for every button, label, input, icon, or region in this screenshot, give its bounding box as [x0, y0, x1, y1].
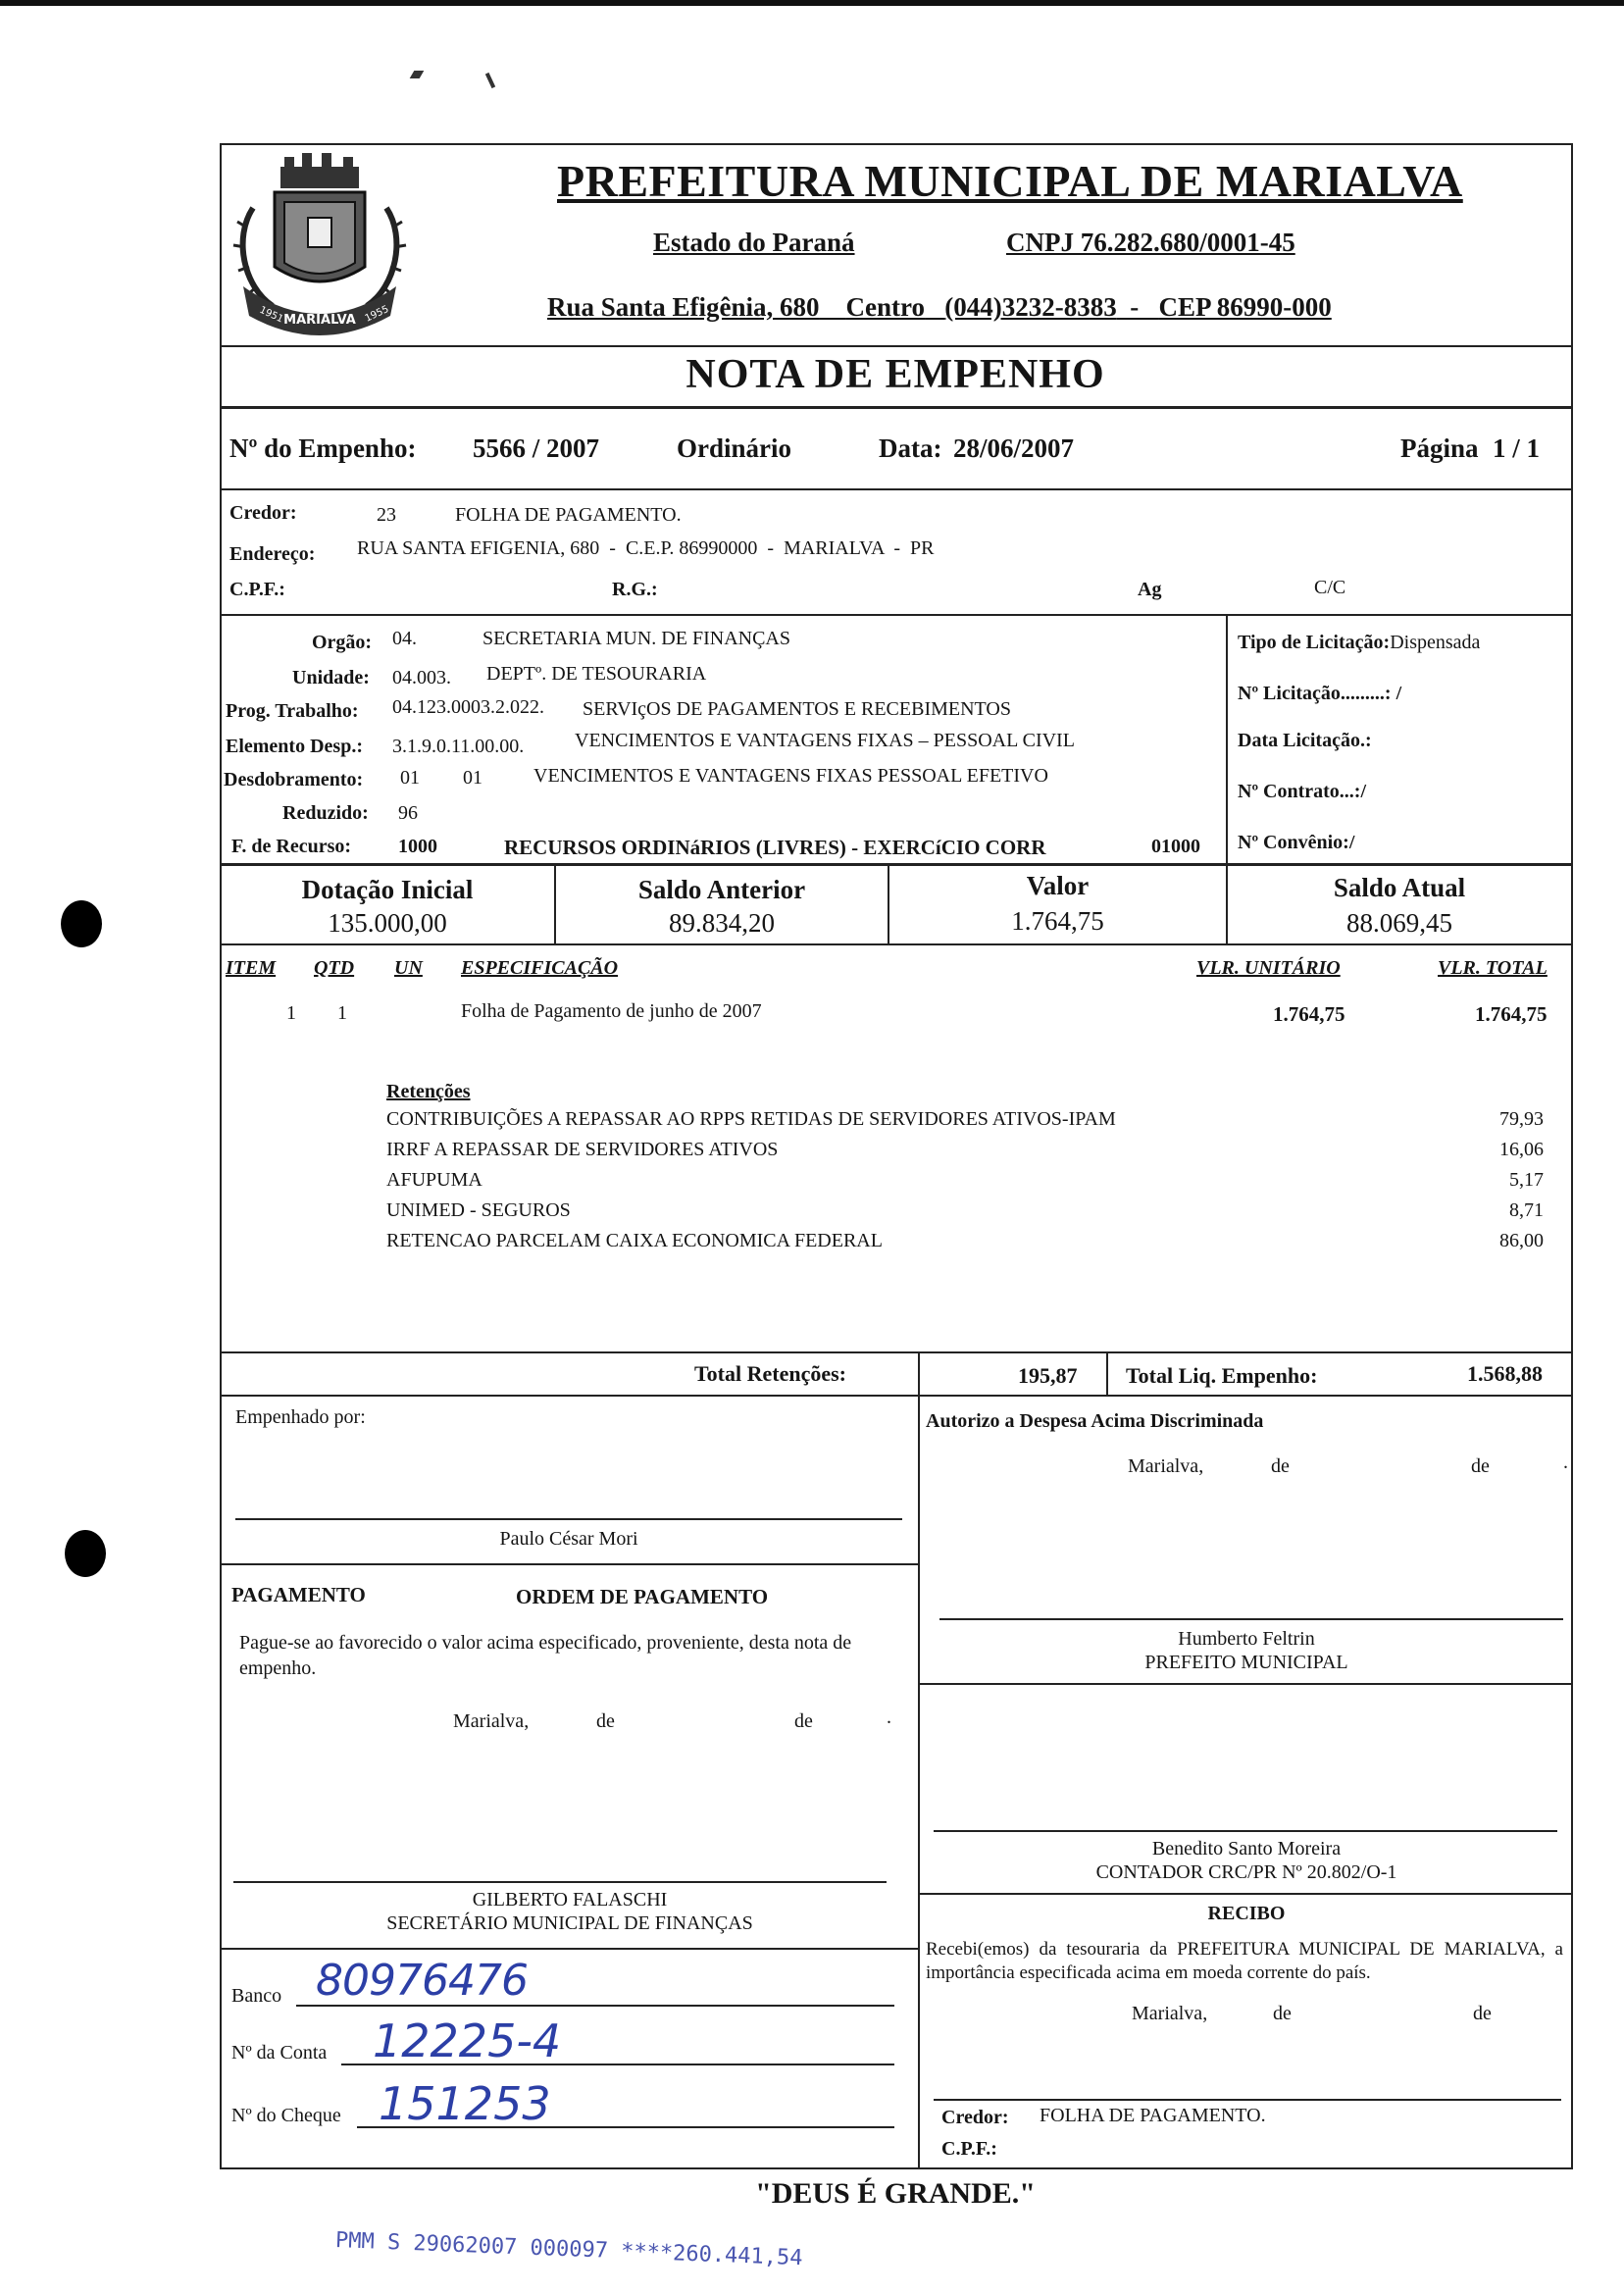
licitacao-data: Data Licitação.:: [1238, 730, 1372, 751]
recibo-city: Marialva,: [1132, 2003, 1208, 2024]
item-total-value: 1.764,75: [1475, 1002, 1548, 1026]
unidade-code: 04.003.: [392, 667, 451, 688]
saldo-anterior-value: 89.834,20: [669, 908, 775, 938]
retencao-value: 16,06: [1499, 1139, 1544, 1160]
valor-value: 1.764,75: [1011, 906, 1104, 936]
col-header-qtd: QTD: [314, 957, 355, 979]
motto: "DEUS É GRANDE.": [755, 2177, 1036, 2210]
elemento-desp-code: 3.1.9.0.11.00.00.: [392, 736, 525, 757]
document-title: NOTA DE EMPENHO: [685, 352, 1105, 397]
divider: [918, 1683, 1573, 1685]
phone: (044)3232-8383: [944, 292, 1117, 322]
item-qty: 1: [337, 1002, 347, 1024]
fonte-recurso-label: F. de Recurso:: [231, 836, 352, 857]
recibo-cpf-label: C.P.F.:: [941, 2138, 997, 2160]
divider: [220, 1395, 1573, 1397]
recibo-credor-label: Credor:: [941, 2107, 1009, 2128]
licitacao-tipo-value: Dispensada: [1390, 632, 1481, 653]
reduzido-value: 96: [398, 802, 418, 824]
vertical-divider: [918, 1351, 920, 1397]
reduzido-label: Reduzido:: [282, 802, 369, 824]
ordem-pagamento-label: ORDEM DE PAGAMENTO: [516, 1585, 769, 1608]
divider: [220, 1351, 1573, 1353]
pagamento-date-de-1: de: [596, 1710, 615, 1732]
signature-line: [934, 2099, 1561, 2101]
divider: [220, 406, 1573, 409]
municipal-seal: [224, 149, 416, 341]
col-header-unit-value: VLR. UNITÁRIO: [1196, 957, 1341, 979]
divider: [220, 345, 1573, 347]
licitacao-tipo: [1238, 632, 1480, 654]
signature-line: [934, 1830, 1557, 1832]
retencao-desc: RETENCAO PARCELAM CAIXA ECONOMICA FEDERAL: [386, 1230, 883, 1251]
item-unit-value: 1.764,75: [1273, 1002, 1345, 1026]
seal-graphic: [224, 149, 416, 341]
pagamento-text: Pague-se ao favorecido o valor acima especificado, proveniente, desta nota de empenho.: [239, 1632, 852, 1679]
retencoes-title: Retenções: [386, 1081, 471, 1102]
retencao-desc: AFUPUMA: [386, 1169, 482, 1191]
signature-line: [233, 1881, 887, 1883]
cep: CEP 86990-000: [1158, 292, 1332, 322]
authentication-stamp: PMM S 29062007 000097 ****260.441,54: [334, 2228, 803, 2271]
credor-name: FOLHA DE PAGAMENTO.: [455, 504, 682, 526]
prefeito-role: PREFEITO MUNICIPAL: [1144, 1652, 1348, 1673]
signature-line: [235, 1518, 902, 1520]
empenho-date: 28/06/2007: [953, 433, 1075, 463]
street-address: Rua Santa Efigênia, 680: [547, 292, 820, 322]
recibo-credor-name: FOLHA DE PAGAMENTO.: [1040, 2105, 1266, 2126]
contador-name: Benedito Santo Moreira: [1151, 1838, 1342, 1860]
divider: [220, 1948, 920, 1950]
item-number: 1: [286, 1002, 296, 1024]
autorizo-date-de-1: de: [1271, 1455, 1290, 1477]
retencao-row: [386, 1165, 1544, 1196]
signature-line: [939, 1618, 1563, 1620]
saldo-anterior-label: Saldo Anterior: [637, 875, 806, 904]
divider: [220, 614, 1573, 616]
saldo-atual-label: Saldo Atual: [1333, 873, 1466, 902]
credor-rg-label: R.G.:: [612, 579, 658, 600]
retencao-value: 5,17: [1509, 1169, 1544, 1191]
autorizo-date-de-2: de: [1471, 1455, 1490, 1477]
credor-address-label: Endereço:: [229, 543, 316, 565]
unidade-name: DEPTº. DE TESOURARIA: [486, 663, 707, 685]
municipality-title: PREFEITURA MUNICIPAL DE MARIALVA: [557, 156, 1463, 206]
divider: [220, 863, 1573, 866]
punch-hole: [65, 1530, 106, 1577]
orgao-label: Orgão:: [312, 632, 373, 653]
secretario-name: GILBERTO FALASCHI: [472, 1889, 668, 1911]
divider: [220, 488, 1573, 490]
retencao-value: 79,93: [1499, 1108, 1544, 1130]
conta-label: Nº da Conta: [231, 2042, 328, 2064]
address-line: Rua Santa Efigênia, 680 Centro (044)3232-8383 - CEP 86990-000: [547, 292, 1332, 322]
dotacao-inicial-label: Dotação Inicial: [301, 875, 474, 904]
seal-year-right: 1955: [363, 303, 391, 325]
divider: [918, 1893, 1573, 1895]
licitacao-tipo-label: Tipo de Licitação:: [1238, 632, 1391, 653]
retencoes-list: [386, 1104, 1544, 1256]
pagamento-city: Marialva,: [453, 1710, 530, 1732]
prog-trabalho-name: SERVIçOS DE PAGAMENTOS E RECEBIMENTOS: [583, 698, 1011, 720]
convenio-numero: Nº Convênio:/: [1238, 832, 1355, 853]
saldo-atual-value: 88.069,45: [1346, 908, 1452, 938]
total-retencoes-value: 195,87: [1018, 1363, 1078, 1388]
cnpj: CNPJ 76.282.680/0001-45: [1006, 228, 1295, 257]
col-header-total-value: VLR. TOTAL: [1438, 957, 1548, 979]
orgao-name: SECRETARIA MUN. DE FINANÇAS: [482, 628, 790, 649]
vertical-divider: [918, 1395, 920, 2169]
vertical-divider: [1106, 1351, 1108, 1397]
pagamento-date-end: .: [887, 1707, 891, 1728]
recibo-date-de-1: de: [1273, 2003, 1292, 2024]
retencao-desc: IRRF A REPASSAR DE SERVIDORES ATIVOS: [386, 1139, 779, 1160]
retencao-row: [386, 1104, 1544, 1135]
punch-hole: [61, 900, 102, 947]
retencao-row: [386, 1196, 1544, 1226]
fonte-recurso-code: 1000: [398, 836, 437, 857]
state-name: Estado do Paraná: [653, 228, 855, 257]
empenho-type: Ordinário: [677, 433, 792, 463]
scan-mark: [410, 71, 425, 78]
retencao-row: [386, 1135, 1544, 1165]
seal-ribbon-text: MARIALVA: [283, 313, 356, 328]
col-header-item: ITEM: [226, 957, 277, 979]
retencao-desc: UNIMED - SEGUROS: [386, 1199, 571, 1221]
banco-handwritten-value: 80976476: [316, 1956, 528, 2006]
empenhado-por-label: Empenhado por:: [235, 1406, 366, 1428]
desdobramento-name: VENCIMENTOS E VANTAGENS FIXAS PESSOAL EFETIVO: [533, 765, 1048, 787]
total-liquido-value: 1.568,88: [1467, 1361, 1543, 1386]
scan-mark: [485, 73, 495, 88]
cheque-label: Nº do Cheque: [231, 2105, 341, 2126]
conta-handwritten-value: 12225-4: [373, 2014, 562, 2067]
desdobramento-code-1: 01: [400, 767, 420, 789]
banco-label: Banco: [231, 1985, 282, 2007]
contador-role: CONTADOR CRC/PR Nº 20.802/O-1: [1095, 1861, 1397, 1883]
desdobramento-code-2: 01: [463, 767, 482, 789]
autorizo-label: Autorizo a Despesa Acima Discriminada: [926, 1410, 1264, 1432]
scan-top-edge: [0, 0, 1624, 6]
credor-cc-label: C/C: [1314, 577, 1346, 598]
credor-code: 23: [377, 504, 396, 526]
recibo-text: Recebi(emos) da tesouraria da PREFEITURA MUNICIPAL DE MARIALVA, a importância especificada acima em moeda corrente do país.: [926, 1939, 1563, 1983]
pagamento-date-de-2: de: [794, 1710, 813, 1732]
elemento-desp-name: VENCIMENTOS E VANTAGENS FIXAS – PESSOAL CIVIL: [575, 730, 1075, 751]
dotacao-inicial-value: 135.000,00: [328, 908, 447, 938]
divider: [220, 943, 1573, 945]
unidade-label: Unidade:: [292, 667, 370, 688]
retencao-desc: CONTRIBUIÇÕES A REPASSAR AO RPPS RETIDAS DE SERVIDORES ATIVOS-IPAM: [386, 1108, 1116, 1130]
fonte-recurso-code-2: 01000: [1151, 836, 1200, 857]
total-liquido-label: Total Liq. Empenho:: [1126, 1363, 1318, 1388]
seal-year-left: 1951: [257, 304, 285, 326]
recibo-date-de-2: de: [1473, 2003, 1492, 2024]
licitacao-numero: Nº Licitação.........: /: [1238, 683, 1402, 704]
recibo-title: RECIBO: [1207, 1903, 1286, 1924]
retencao-row: [386, 1226, 1544, 1256]
district: Centro: [845, 292, 926, 322]
page-number: 1 / 1: [1493, 433, 1541, 463]
elemento-desp-label: Elemento Desp.:: [226, 736, 363, 757]
valor-label: Valor: [1026, 871, 1090, 900]
vertical-divider: [1226, 614, 1228, 863]
cheque-handwritten-value: 151253: [379, 2077, 551, 2130]
total-retencoes-label: Total Retenções:: [694, 1361, 846, 1386]
prefeito-name: Humberto Feltrin: [1178, 1628, 1315, 1650]
autorizo-date-end: .: [1563, 1452, 1568, 1473]
empenhado-por-name: Paulo César Mori: [499, 1528, 638, 1550]
fonte-recurso-name: RECURSOS ORDINáRIOS (LIVRES) - EXERCíCIO CORR: [504, 836, 1046, 859]
retencao-value: 86,00: [1499, 1230, 1544, 1251]
item-spec: Folha de Pagamento de junho de 2007: [461, 1000, 762, 1022]
pagamento-label: PAGAMENTO: [231, 1583, 366, 1606]
col-header-un: UN: [394, 957, 423, 979]
credor-label: Credor:: [229, 502, 297, 524]
empenho-number: 5566 / 2007: [473, 433, 600, 463]
page-label: Página: [1400, 433, 1479, 463]
secretario-role: SECRETÁRIO MUNICIPAL DE FINANÇAS: [386, 1912, 753, 1934]
credor-address: RUA SANTA EFIGENIA, 680 - C.E.P. 86990000 - MARIALVA - PR: [357, 537, 935, 559]
empenho-number-label: Nº do Empenho:: [229, 433, 417, 463]
orgao-code: 04.: [392, 628, 417, 649]
divider: [220, 1563, 920, 1565]
credor-cpf-label: C.P.F.:: [229, 579, 285, 600]
empenho-date-label: Data:: [879, 433, 942, 463]
prog-trabalho-label: Prog. Trabalho:: [226, 700, 359, 722]
col-header-spec: ESPECIFICAÇÃO: [461, 957, 619, 979]
desdobramento-label: Desdobramento:: [224, 769, 364, 790]
autorizo-city: Marialva,: [1128, 1455, 1204, 1477]
retencao-value: 8,71: [1509, 1199, 1544, 1221]
prog-trabalho-code: 04.123.0003.2.022.: [392, 696, 544, 718]
credor-ag-label: Ag: [1138, 579, 1162, 600]
contrato-numero: Nº Contrato...:/: [1238, 781, 1367, 802]
